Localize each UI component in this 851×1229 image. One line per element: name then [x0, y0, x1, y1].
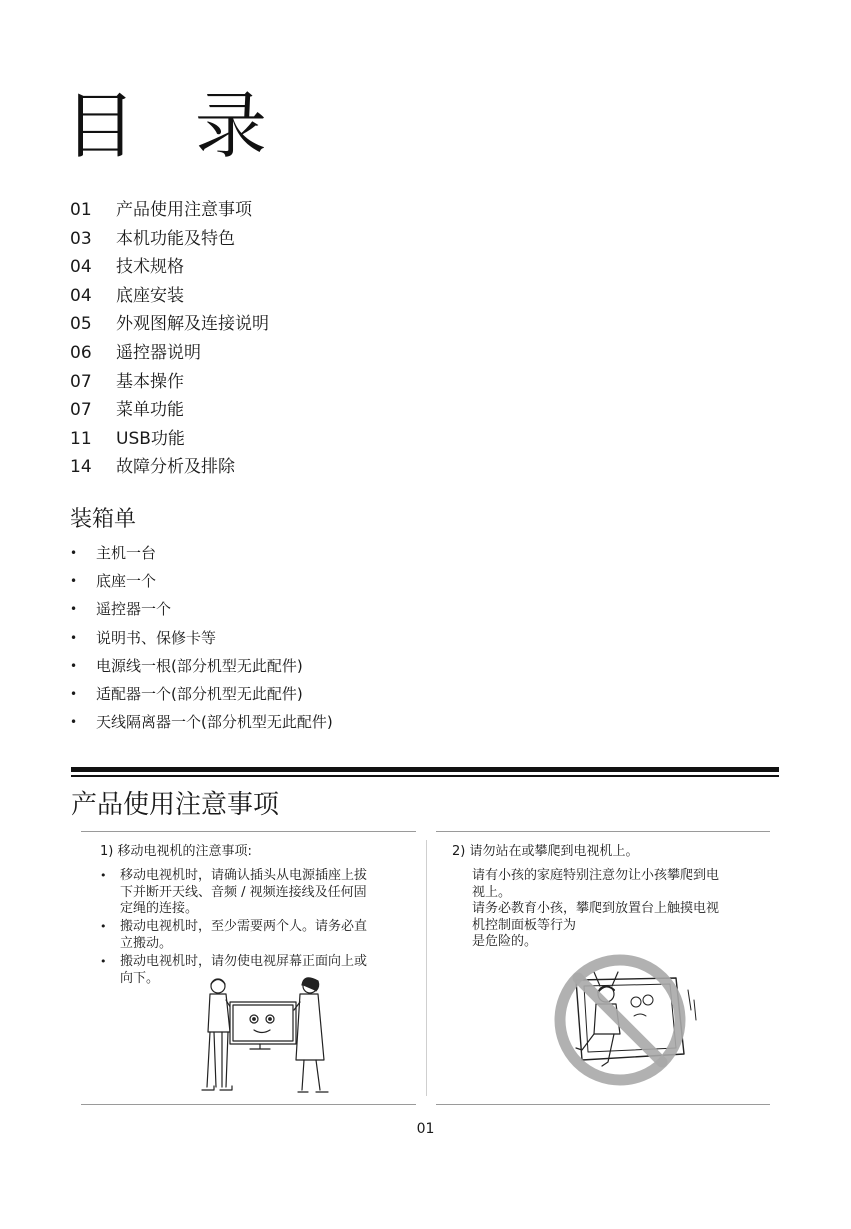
toc-item[interactable]	[70, 282, 269, 311]
toc-item[interactable]	[70, 225, 269, 254]
toc-page-number: 03	[70, 228, 92, 249]
list-item	[70, 567, 333, 595]
toc-page-number: 07	[70, 400, 92, 421]
text-line: 搬动电视机时，请勿使电视屏幕正面向上或	[120, 954, 368, 969]
toc-item[interactable]	[70, 368, 269, 397]
list-item	[70, 680, 333, 708]
toc-page-number: 11	[70, 428, 92, 449]
warning-paragraph	[472, 868, 767, 951]
bullet-icon: •	[70, 602, 78, 617]
toc-page-number: 07	[70, 371, 92, 392]
toc-title: 底座安装	[116, 285, 184, 306]
bullet-icon: •	[70, 715, 78, 730]
list-item-text: 遥控器一个	[96, 600, 172, 619]
toc-page-number: 06	[70, 342, 92, 363]
toc-item[interactable]	[70, 453, 269, 482]
list-item-text: 主机一台	[96, 544, 157, 562]
toc-title: 菜单功能	[116, 400, 184, 421]
bullet-icon: •	[70, 686, 78, 701]
bullet-icon: •	[70, 574, 78, 589]
list-item-text: 底座一个	[96, 572, 157, 591]
packing-list	[70, 539, 333, 736]
text-line: 定绳的连接。	[120, 901, 199, 916]
toc-item[interactable]	[70, 396, 269, 425]
list-item-text	[120, 919, 367, 952]
toc-page-number: 05	[70, 314, 92, 335]
toc-title: 技术规格	[116, 257, 184, 278]
right-panel-top-rule	[436, 831, 770, 832]
list-item	[70, 708, 333, 736]
toc-page-number: 04	[70, 285, 92, 306]
toc-page-number: 01	[70, 200, 92, 220]
toc-item[interactable]	[70, 196, 269, 225]
no-climbing-warning-illustration	[548, 950, 708, 1088]
toc-page-number: 14	[70, 457, 92, 478]
bullet-icon: •	[100, 920, 107, 933]
people-carrying-tv-illustration	[188, 972, 338, 1100]
list-item-text: 电源线一根(部分机型无此配件)	[96, 656, 303, 675]
bullet-icon: •	[70, 658, 78, 673]
text-line: 视上。	[472, 884, 512, 900]
list-item	[70, 539, 333, 567]
list-item-text	[120, 868, 367, 918]
toc-title: USB功能	[116, 428, 185, 449]
panel-divider	[426, 840, 427, 1096]
list-item	[100, 868, 415, 918]
text-line: 立搬动。	[120, 935, 173, 951]
toc-title: 本机功能及特色	[116, 228, 235, 249]
text-line: 搬动电视机时，至少需要两个人。请务必直	[120, 919, 368, 934]
list-item	[70, 624, 333, 652]
bullet-icon: •	[100, 955, 107, 968]
section-divider-thin	[71, 775, 779, 777]
text-line: 是危险的。	[472, 934, 538, 949]
right-panel-heading: 2) 请勿站在或攀爬到电视机上。	[452, 844, 639, 859]
text-line: 机控制面板等行为	[472, 917, 577, 933]
toc-title: 产品使用注意事项	[116, 200, 252, 220]
left-panel-top-rule	[81, 831, 416, 832]
text-line: 移动电视机时，请确认插头从电源插座上拔	[120, 868, 368, 883]
toc-item[interactable]	[70, 425, 269, 454]
toc-item[interactable]	[70, 253, 269, 282]
left-panel-bottom-rule	[81, 1104, 416, 1105]
section-title: 产品使用注意事项	[71, 790, 280, 820]
toc-item[interactable]	[70, 339, 269, 368]
table-of-contents	[70, 196, 269, 482]
list-item	[100, 919, 415, 953]
list-item-text: 说明书、保修卡等	[96, 628, 217, 647]
list-item	[70, 652, 333, 680]
bullet-icon: •	[70, 546, 78, 560]
page-number: 01	[416, 1121, 435, 1137]
bullet-icon: •	[100, 869, 107, 882]
text-line: 向下。	[120, 970, 160, 986]
text-line: 请务必教育小孩，攀爬到放置台上触摸电视	[472, 901, 720, 916]
text-line: 下并断开天线、音频 / 视频连接线及任何固	[120, 884, 367, 900]
page-title: 目 录	[64, 84, 285, 168]
text-line: 请有小孩的家庭特别注意勿让小孩攀爬到电	[472, 868, 720, 883]
toc-title: 外观图解及连接说明	[116, 314, 269, 335]
toc-item[interactable]	[70, 310, 269, 339]
toc-title: 故障分析及排除	[116, 457, 235, 478]
list-item	[70, 595, 333, 623]
section-divider-thick	[71, 767, 779, 772]
toc-title: 遥控器说明	[116, 342, 201, 363]
right-panel-bottom-rule	[436, 1104, 770, 1105]
packing-list-heading: 装箱单	[70, 507, 137, 532]
bullet-icon: •	[70, 630, 78, 645]
toc-page-number: 04	[70, 257, 92, 278]
list-item-text: 天线隔离器一个(部分机型无此配件)	[96, 713, 333, 732]
left-panel-heading: 1) 移动电视机的注意事项:	[100, 844, 252, 859]
toc-title: 基本操作	[116, 371, 184, 392]
list-item-text: 适配器一个(部分机型无此配件)	[96, 684, 303, 703]
